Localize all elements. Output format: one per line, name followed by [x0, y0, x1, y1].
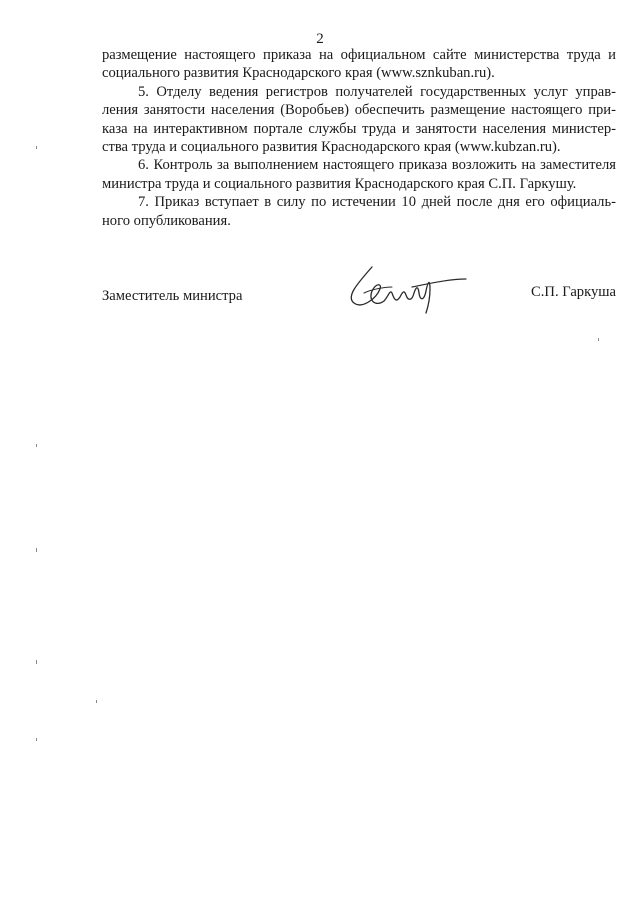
scan-speck	[96, 700, 97, 703]
handwritten-signature	[342, 263, 472, 315]
scan-speck	[36, 660, 37, 664]
scan-speck	[36, 444, 37, 447]
page-number: 2	[316, 31, 324, 47]
scan-speck	[36, 146, 37, 149]
paragraph-4-continued: размещение настоящего приказа на официальном сайте министерства труда и социального развития Краснодарского края (www.sznkuban.ru).	[102, 47, 616, 82]
paragraph-7: 7. Приказ вступает в силу по истечении 10 дней после дня его официального опубликования.	[102, 194, 616, 229]
scan-speck	[36, 738, 37, 741]
scan-speck	[598, 338, 599, 341]
document-body	[102, 46, 616, 230]
paragraph-5: 5. Отделу ведения регистров получателей государственных услуг управления занятости населения (Воробьев) обеспечить размещение настоящего приказа на интерактивном портале службы труда и занятости населения министерства труда и социального развития Краснодарского края (www.kubzan.ru).	[102, 83, 616, 156]
signer-name: С.П. Гаркуша	[531, 284, 616, 300]
signer-title: Заместитель министра	[102, 288, 243, 304]
paragraph-6: 6. Контроль за выполнением настоящего приказа возложить на заместителя министра труда и социального развития Краснодарского края С.П. Гаркушу.	[102, 157, 616, 192]
scan-speck	[36, 548, 37, 552]
